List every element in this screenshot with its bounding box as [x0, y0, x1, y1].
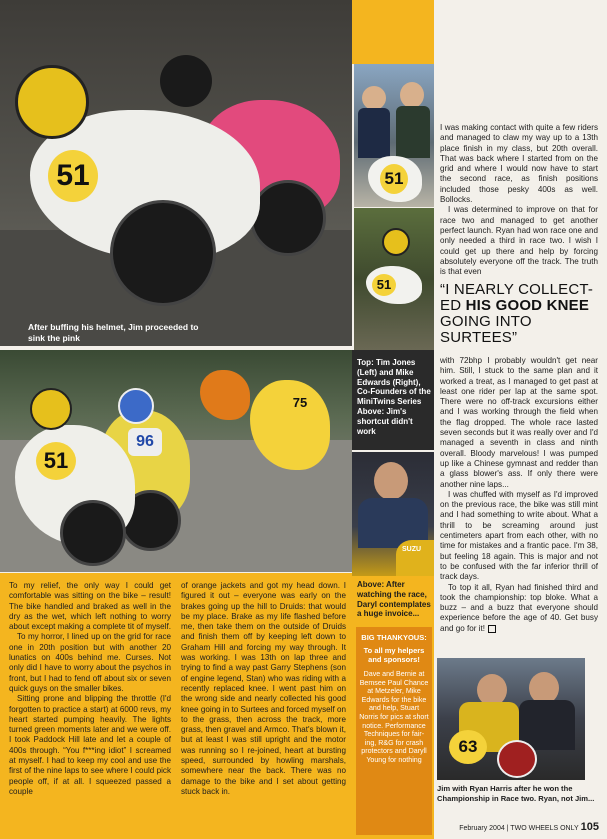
pull-quote-end: GOING INTO SURTEES” — [440, 313, 532, 346]
article-paragraph: To top it all, Ryan had finished third and took the championship: top bloke. What a buzz – and a buzz that everyone should experience before the age of 40. Get busy and go for it! — [440, 582, 598, 633]
end-mark-icon — [488, 625, 496, 633]
article-paragraph: I was chuffed with myself as I'd improved on the previous race, the bike was still mint and I had something to write about. What a thrill to be screaming around just centimeters apart from each other, with no time for mistakes and a frantic pace. I'm 38, but feeling 18 again. This is major and not to be confused with the far inferior thrill of track days. — [440, 489, 598, 582]
caption-championship: Jim with Ryan Harris after he won the Championship in Race two. Ryan, not Jim... — [437, 784, 595, 803]
thankyous-title: BIG THANKYOUS: — [361, 633, 427, 642]
article-paragraph: I was determined to improve on that for race two and managed to get another perfect launch. Ryan had won race one and only needed a third in race two. I wish I could get up there and help by forcing absolutely everyone off the track. The truth is that even — [440, 205, 598, 277]
helmet-red — [497, 740, 537, 778]
person-head-right — [400, 82, 424, 108]
race-number-plate: 51 — [372, 274, 396, 296]
pull-quote — [440, 282, 598, 346]
person-head — [374, 462, 408, 500]
photo-daryl — [352, 452, 434, 576]
photo-tim-and-mike — [354, 64, 434, 207]
person-body-right — [396, 106, 430, 158]
pink-bike-wheel — [250, 180, 326, 256]
thankyous-box — [356, 627, 432, 835]
pull-quote-bold: HIS GOOD KNEE — [465, 297, 590, 314]
yellow-accent-strip — [352, 0, 434, 64]
article-column-4 — [440, 356, 598, 634]
rider-helmet-yellow — [15, 65, 89, 139]
page-footer — [459, 821, 599, 833]
thankyous-body: Dave and Bernie at Bemsee Paul Chance at Metzeler, Mike Edwards for the bike and help, Stuart Norris for pics at short notice. Performance Techniques for fair-ing, R&G for crash protectors and Daryll Young for nothing — [359, 670, 429, 764]
white-bike-wheel — [110, 200, 216, 306]
article-paragraph: with 72bhp I probably wouldn't get near him. Still, I stuck to the same plan and it worked a treat, as I managed to get past at least one rider per lap at the same spot. There were no off-track excursions either and I was working through the field when the flag dropped. The whole race lasted seven seconds but it was really over and I'd managed a seventh in class and ninth overall. Bloody marvelous! I was pumped up like a Chinese gymnast and redder than a glass blower's ass. If only there were another nine laps... — [440, 356, 598, 489]
article-paragraph: Sitting prone and blipping the throttle (I'd forgotten to practice a start) at 6000 revs, my heart started pumping heavily. The lights turned green moments later and we were off. I took Paddock Hill late and let a couple of 400s through. “You f***ing idiot” I screamed at myself. I had to keep my cool and use the first of the nine laps to see where I could pick people off, if at all. I squeezed passed a couple — [9, 694, 171, 796]
thankyous-subtitle: To all my helpers and sponsors! — [363, 646, 425, 664]
rider-helmet-yellow — [30, 388, 72, 430]
race-number-plate: 63 — [449, 730, 487, 764]
rider-helmet-blue — [118, 388, 154, 424]
photo-race-group — [0, 350, 352, 572]
rider-helmet-black — [160, 55, 212, 107]
orange-bike-distant — [200, 370, 250, 420]
pull-quote-text: “I NEARLY COLLECT-ED — [440, 281, 594, 314]
page-number: 105 — [580, 821, 599, 833]
article-paragraph: To my relief, the only way I could get comfortable was sitting on the bike – result! The bike handled and braked as well in the dry as the wet, which left nothing to worry about except making a complete tit of myself. — [9, 581, 171, 632]
suzuki-fairing: SUZU — [396, 540, 434, 576]
race-number-plate: 51 — [48, 150, 98, 202]
article-column-2 — [181, 581, 346, 797]
side-caption-daryl: Above: After watching the race, Daryl contemplates a huge invoice... — [357, 580, 431, 619]
race-number-plate: 51 — [380, 164, 408, 194]
photo-championship — [437, 658, 585, 780]
person-head-left — [362, 86, 386, 110]
photo-shortcut — [354, 208, 434, 350]
article-paragraph: To my horror, I lined up on the grid for race one in 20th position but with another 20 lunatics on 400s behind me. Curses. Not only did I have to worry about the psychos in front, but I had to fend off about six or seven quick guys on the smaller bikes. — [9, 632, 171, 693]
issue-label: February 2004 | TWO WHEELS ONLY — [459, 825, 579, 832]
article-column-1 — [9, 581, 171, 797]
rider-helmet-yellow — [382, 228, 410, 256]
article-column-3 — [440, 123, 598, 277]
race-number-plate: 96 — [128, 428, 162, 456]
side-caption-top: Top: Tim Jones (Left) and Mike Edwards (Right), Co-Founders of the MiniTwins Series Above: Jim's shortcut didn't work — [357, 358, 431, 436]
person-body-left — [358, 108, 390, 158]
race-number-plate: 75 — [285, 390, 315, 416]
article-paragraph: of orange jackets and got my head down. I figured it out – everyone was early on the brakes going up the hill to Druids: that would be my place. Brake as my life flashed before me, then take them on the outside of Druids and finish them off by keeping left down to Graham Hill and forcing my way through. It was working. I was 13th on lap three and trying to find a way past Garry Stephens (son of engine legend, Stan) who was riding with a recently replaced knee. I went past him on the wrong side and nearly collected his good knee going in to Surtees and forced myself on to the grass, then across the track, more grass, then gravel and Armco. That's blown it, but at least I was still upright and the motor was running so I re-joined, heart at bursting speed, surrounded by howling marshals, somewhere near the back. There was no damage to the bike and I set about getting stuck back in. — [181, 581, 346, 796]
photo-main-race — [0, 0, 352, 346]
race-number-plate: 51 — [36, 442, 76, 480]
article-paragraph: I was making contact with quite a few riders and managed to claw my way up to a 13th place finish in my class, but 20th overall. That was back where I started from on the grid and where I would now have to start the second race, as finish positions included those pesky 400s as well. Bollocks. — [440, 123, 598, 205]
caption-top-photo: After buffing his helmet, Jim proceeded to sink the pink — [28, 322, 199, 343]
white-bike-wheel — [60, 500, 126, 566]
